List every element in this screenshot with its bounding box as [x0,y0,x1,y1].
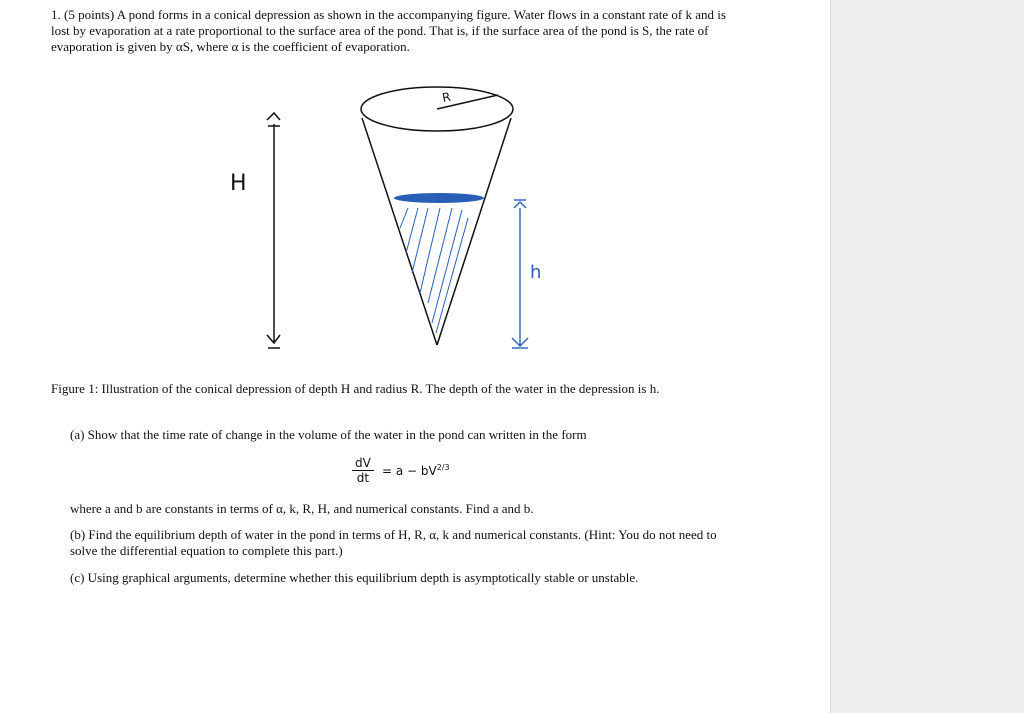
eq-exponent: 2/3 [436,463,450,472]
cone-figure [200,78,560,358]
part-a-after: where a and b are constants in terms of α, k, R, H, and numerical constants. Find a and b. [70,501,534,516]
cone-outline [361,87,513,345]
H-dimension-arrow [267,113,280,348]
eq-denominator: dt [356,471,370,485]
dvdt-fraction [352,456,374,485]
part-c: (c) Using graphical arguments, determine whether this equilibrium depth is asymptotically stable or unstable. [70,570,639,585]
label-H: H [230,171,247,196]
water-region [394,193,484,333]
rate-equation [352,456,450,485]
h-dimension-arrow [512,200,528,348]
label-h: h [530,262,542,283]
eq-rhs [382,463,450,478]
eq-rhs-text: = a − bV [381,464,437,478]
part-b: (b) Find the equilibrium depth of water in the pond in terms of H, R, α, k and numerical constants. (Hint: You do not need to solve the differential equation to complete this part.) [70,527,717,558]
label-R: R [441,89,452,105]
right-side-panel [830,0,1024,713]
eq-numerator: dV [352,456,374,471]
problem-statement: 1. (5 points) A pond forms in a conical depression as shown in the accompanying figure. Water flows in a constant rate of k and is lost by evaporation at a rate proportional to the surface area of the pond. That is, if the surface area of the pond is S, the rate of evaporation is given by αS, where α is the coefficient of evaporation. [51,7,726,54]
figure-caption: Figure 1: Illustration of the conical depression of depth H and radius R. The depth of the water in the depression is h. [51,381,660,396]
part-a: (a) Show that the time rate of change in the volume of the water in the pond can written in the form [70,427,587,442]
